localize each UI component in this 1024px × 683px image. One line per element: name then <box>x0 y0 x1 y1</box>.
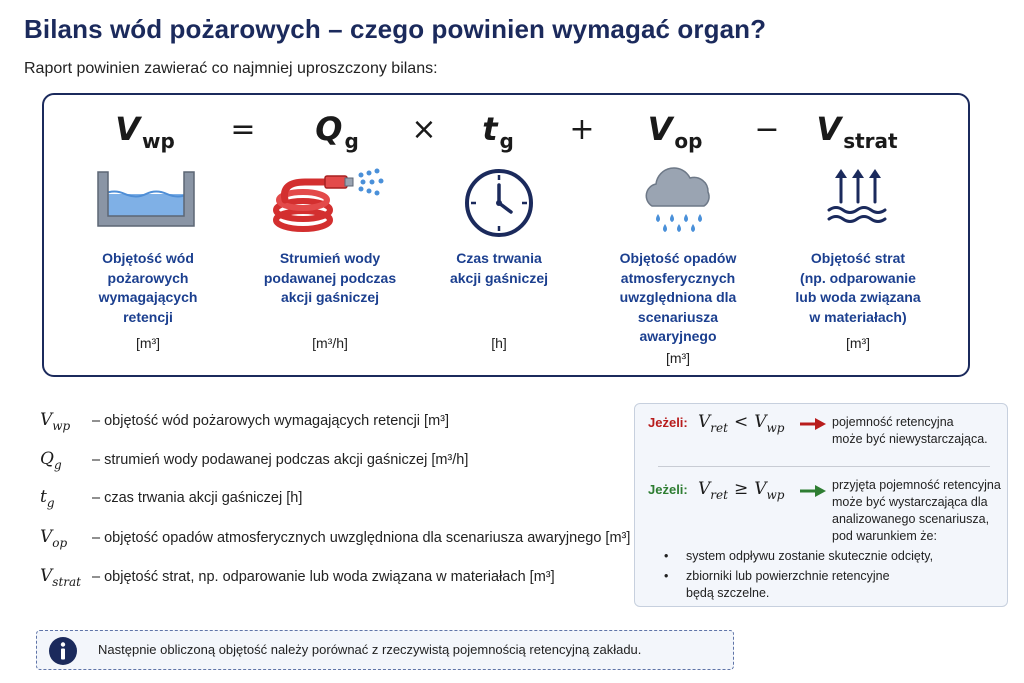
condition-result-sufficient: przyjęta pojemność retencyjna może być wystarczająca dla analizowanego scenariusza, pod warunkiem że: <box>832 478 1001 543</box>
fire-hose-icon <box>265 166 395 236</box>
operator-plus: + <box>569 112 595 147</box>
condition-result-insufficient: pojemność retencyjna może być niewystarczająca. <box>832 415 988 446</box>
legend-symbol: $Q_g$ <box>40 449 62 472</box>
term-label-vop: Objętość opadów atmosferycznych uwzględniona dla scenariusza awaryjnego <box>619 250 737 344</box>
formula-term-tg: t $_g$ <box>482 110 514 153</box>
retention-tank-icon <box>94 166 198 232</box>
term-unit-vwp: [m³] <box>135 335 161 351</box>
operator-minus: − <box>754 112 780 147</box>
term-label-qg: Strumień wody podawanej podczas akcji gaśniczej <box>263 250 397 305</box>
term-unit-qg: [m³/h] <box>312 335 348 351</box>
formula-term-vwp: V $_{wp}$ <box>115 110 175 153</box>
formula-term-vop: V $_{op}$ <box>647 110 703 153</box>
operator-multiply: × <box>411 112 437 147</box>
legend-description: – strumień wody podawanej podczas akcji gaśniczej [m³/h] <box>92 452 469 468</box>
formula-term-qg: Q $_g$ <box>315 110 359 153</box>
condition-expression-sufficient: $V_{ret} \ge V_{wp}$ <box>698 479 785 502</box>
formula-term-vstrat: V $_{strat}$ <box>816 110 898 153</box>
term-label-vwp: Objętość wód pożarowych wymagających retencji <box>98 250 198 325</box>
condition-bullet: system odpływu zostanie skutecznie odcięty, <box>686 549 934 563</box>
legend-description: – objętość strat, np. odparowanie lub woda związana w materiałach [m³] <box>92 569 555 585</box>
bullet-icon: • <box>664 549 669 563</box>
legend-description: – czas trwania akcji gaśniczej [h] <box>92 490 303 506</box>
info-note-text: Następnie obliczoną objętość należy porównać z rzeczywistą pojemnością retencyjną zakładu. <box>98 642 642 657</box>
term-unit-vop: [m³] <box>665 350 691 366</box>
legend-description: – objętość opadów atmosferycznych uwzględniona dla scenariusza awaryjnego [m³] <box>92 530 631 546</box>
condition-if-label: Jeżeli: <box>648 415 688 430</box>
condition-expression-insufficient: $V_{ret} < V_{wp}$ <box>698 412 785 435</box>
legend-symbol: $V_{wp}$ <box>40 410 71 433</box>
legend-description: – objętość wód pożarowych wymagających retencji [m³] <box>92 413 450 429</box>
evaporation-icon <box>823 166 893 232</box>
condition-bullet: zbiorniki lub powierzchnie retencyjne będą szczelne. <box>686 569 890 600</box>
page-subtitle: Raport powinien zawierać co najmniej uproszczony bilans: <box>24 60 438 77</box>
term-label-vstrat: Objętość strat (np. odparowanie lub woda związana w materiałach) <box>795 250 921 325</box>
rain-cloud-icon <box>636 166 720 236</box>
arrow-right-red-icon <box>800 418 826 430</box>
clock-icon <box>462 166 536 240</box>
term-label-tg: Czas trwania akcji gaśniczej <box>449 250 549 286</box>
page-title: Bilans wód pożarowych – czego powinien wymagać organ? <box>24 14 767 44</box>
condition-if-label: Jeżeli: <box>648 482 688 497</box>
legend-symbol: $V_{strat}$ <box>40 566 81 589</box>
legend-symbol: $V_{op}$ <box>40 527 68 550</box>
legend-symbol: $t_g$ <box>40 487 55 510</box>
term-unit-vstrat: [m³] <box>845 335 871 351</box>
bullet-icon: • <box>664 569 669 583</box>
info-icon <box>48 636 78 666</box>
conditions-divider <box>658 466 990 467</box>
arrow-right-green-icon <box>800 485 826 497</box>
term-unit-tg: [h] <box>491 335 507 351</box>
operator-equals: = <box>230 112 256 147</box>
